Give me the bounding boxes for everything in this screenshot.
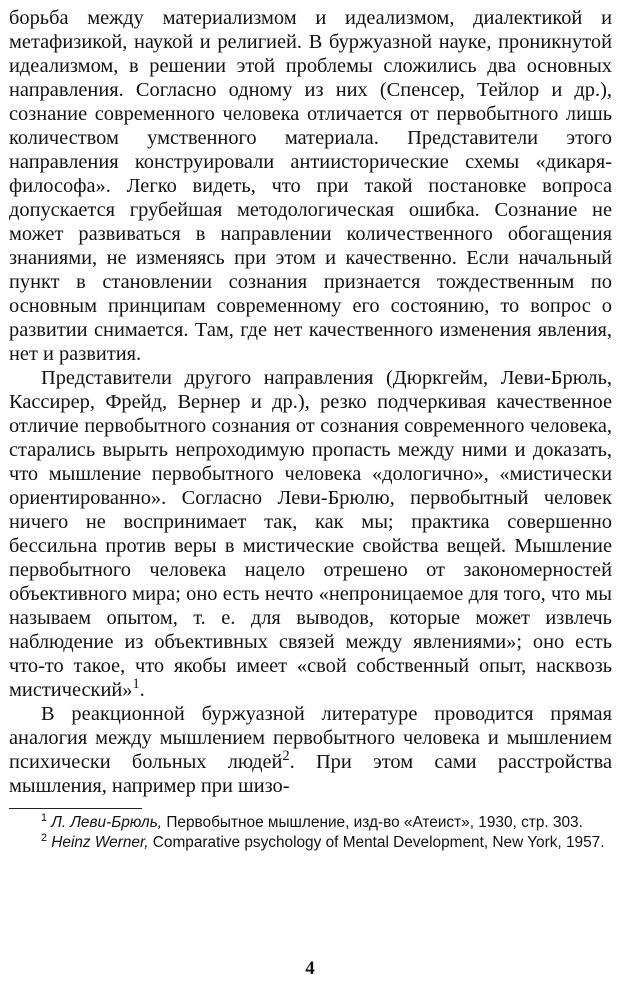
page bbox=[9, 6, 612, 853]
paragraph-2-text: Представители другого направления (Дюркгейм, Леви-Брюль, Кассирер, Фрейд, Вернер и др.), резко подчеркивая качественное отличие первобытного сознания от сознания современного человека, старались вырыть непроходимую пропасть между ними и доказать, что мышление первобытного человека «дологично», «мистически ориентированно». Согласно Леви-Брюлю, первобытный человек ничего не воспринимает так, как мы; практика совершенно бессильна против веры в мистические свойства вещей. Мышление первобытного человека нацело отрешено от закономерностей объективного мира; оно есть нечто «непроницаемое для того, что мы называем опытом, т. е. для выводов, которые может извлечь наблюдение из объективных связей между явлениями»; оно есть что-то такое, что якобы имеет «свой собственный опыт, насквозь мистический» bbox=[9, 367, 612, 701]
footnote-2-text: Comparative psychology of Mental Development, New York, 1957. bbox=[148, 834, 605, 851]
page-number: 4 bbox=[305, 958, 315, 979]
footnote-2 bbox=[9, 833, 612, 853]
paragraph-2 bbox=[9, 366, 612, 702]
paragraph-3 bbox=[9, 702, 612, 798]
footnote-1-number: 1 bbox=[41, 811, 47, 824]
footnote-ref-2[interactable]: 2 bbox=[282, 748, 290, 765]
footnote-2-author: Heinz Werner, bbox=[51, 834, 149, 851]
paragraph-3-tail: . При этом сами расстройства мышления, например при шизо- bbox=[9, 751, 612, 797]
footnote-1-text: Первобытное мышление, изд-во «Атеист», 1930, стр. 303. bbox=[162, 814, 583, 831]
footnote-1-author: Л. Леви-Брюль, bbox=[51, 814, 163, 831]
paragraph-2-tail: . bbox=[139, 679, 145, 701]
footnote-ref-1[interactable]: 1 bbox=[132, 676, 140, 693]
paragraph-3-text: В реакционной буржуазной литературе проводится прямая аналогия между мышлением первобытного человека и мышлением психически больных людей bbox=[9, 703, 612, 773]
paragraph-1 bbox=[9, 6, 612, 366]
footnote-2-number: 2 bbox=[41, 831, 47, 844]
paragraph-1-text: борьба между материализмом и идеализмом, диалектикой и метафизикой, наукой и религией. В буржуазной науке, проникнутой идеализмом, в решении этой проблемы сложились два основных направления. Согласно одному из них (Спенсер, Тейлор и др.), сознание современного человека отличается от первобытного лишь количеством умственного материала. Представители этого направления конструировали антиисторические схемы «дикаря-философа». Легко видеть, что при такой постановке вопроса допускается грубейшая методологическая ошибка. Сознание не может развиваться в направлении количественного обогащения знаниями, не изменяясь при этом и качественно. Если начальный пункт в становлении сознания признается тождественным по основным принципам современному его состоянию, то вопрос о развитии снимается. Там, где нет качественного изменения явления, нет и развития. bbox=[9, 7, 612, 365]
footnote-1 bbox=[9, 813, 612, 833]
footnote-divider bbox=[9, 808, 142, 809]
